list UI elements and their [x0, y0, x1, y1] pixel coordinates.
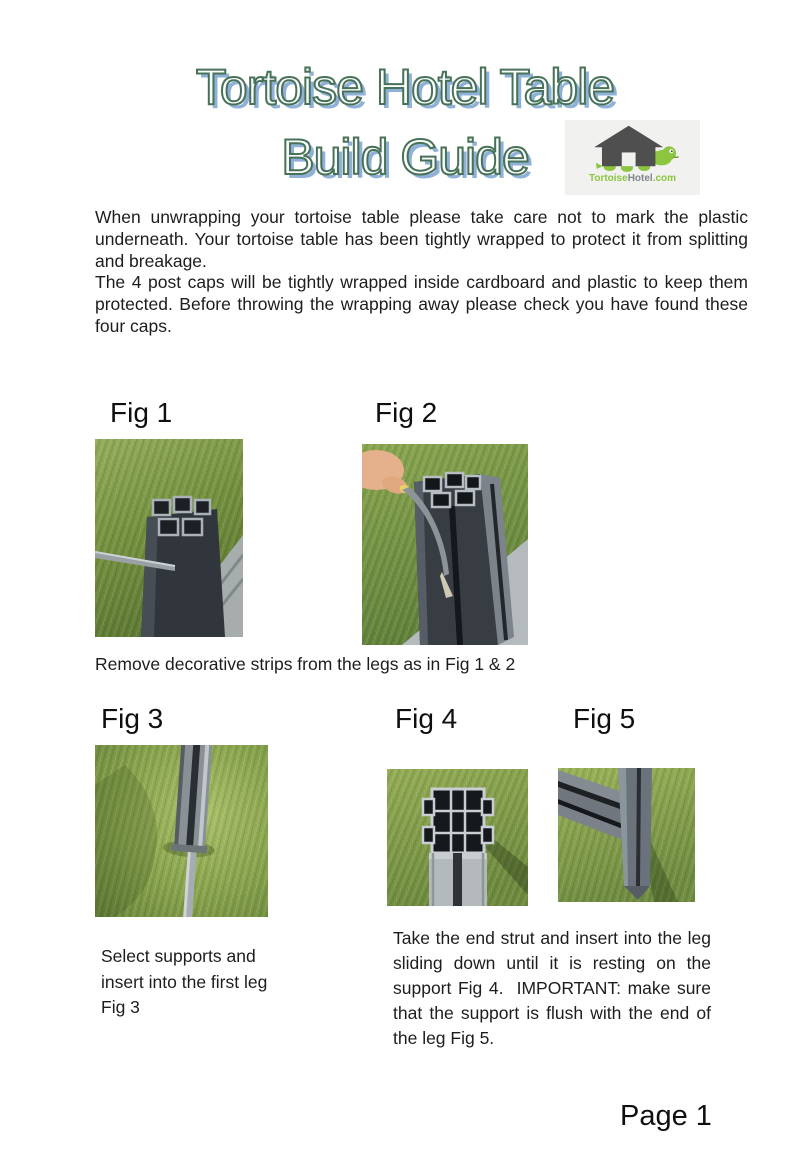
fig2-photo — [362, 444, 528, 645]
intro-text — [95, 207, 748, 338]
fig4-label: Fig 4 — [395, 703, 458, 734]
fig1-photo — [95, 439, 243, 637]
fig5-label: Fig 5 — [573, 703, 636, 734]
fig5-photo — [558, 768, 695, 902]
fig45-caption: Take the end strut and insert into the leg sliding down until it is resting on the support Fig 4. IMPORTANT: make sure that the support is flush with the end of the leg Fig 5. — [393, 928, 716, 1048]
house-tortoise-icon — [573, 124, 693, 174]
intro-paragraph-2: The 4 post caps will be tightly wrapped inside cardboard and plastic to keep them protected. Before throwing the wrapping away please check you have found these four caps. — [95, 272, 748, 336]
fig3-label: Fig 3 — [101, 703, 164, 734]
intro-paragraph-1: When unwrapping your tortoise table please take care not to mark the plastic underneath. Your tortoise table has been tightly wrapped to protect it from splitting and breakage. — [95, 207, 748, 271]
logo-text — [589, 174, 676, 184]
fig12-caption: Remove decorative strips from the legs as in Fig 1 & 2 — [95, 654, 516, 674]
tortoisehotel-logo — [565, 120, 700, 195]
page-number: Page 1 — [620, 1100, 712, 1132]
fig3-photo — [95, 745, 268, 917]
fig2-label: Fig 2 — [375, 397, 438, 428]
logo-text-hotel: Hotel — [627, 173, 653, 184]
logo-text-com: .com — [652, 173, 677, 184]
logo-text-tortoise: Tortoise — [588, 173, 628, 184]
fig4-photo — [387, 769, 528, 906]
fig3-caption: Select supports and insert into the first leg Fig 3 — [101, 946, 268, 1017]
title-line-2: Build Guide — [281, 129, 529, 185]
title-line-1: Tortoise Hotel Table — [195, 59, 615, 115]
fig1-label: Fig 1 — [110, 397, 173, 428]
